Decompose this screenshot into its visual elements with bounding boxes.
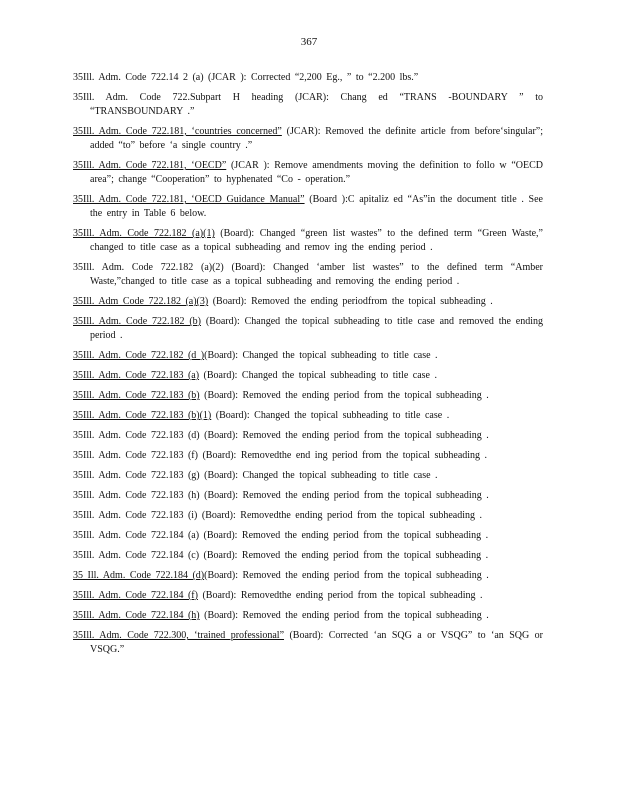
- amendment-entry: [73, 125, 543, 153]
- entry-description: (Board): Removed the ending period from the topical subheading .: [199, 610, 489, 621]
- entry-citation: 35Ill. Adm. Code 722.183 (a): [73, 370, 200, 381]
- entry-citation: 35Ill. Adm. Code 722.183 (g): [73, 470, 200, 481]
- entry-description: (Board): Removed the ending period from the topical subheading .: [199, 550, 489, 561]
- entry-citation: 35Ill. Adm. Code 722.183 (b): [73, 390, 200, 401]
- entry-description: (Board): Changed the topical subheading to title case and removed the ending period .: [90, 316, 544, 341]
- amendment-entry: [73, 389, 543, 403]
- entry-citation: 35Ill. Adm. Code 722.184 (a): [73, 530, 200, 541]
- entry-description: (Board): Corrected ‘an SQG a or VSQG” to ‘an SQG or VSQG.”: [90, 630, 543, 655]
- entry-citation: 35Ill. Adm. Code 722.184 (h): [73, 610, 200, 621]
- entry-description: (Board): Changed the topical subheading to title case .: [199, 470, 438, 481]
- entry-description: (Board): Removed the ending period from the topical subheading .: [199, 430, 489, 441]
- entry-description: (Board): Removed the ending period from the topical subheading .: [204, 570, 489, 581]
- amendment-entry: [73, 315, 543, 343]
- amendment-entry: [73, 295, 543, 309]
- entry-description: (Board): Changed the topical subheading to title case .: [199, 370, 437, 381]
- entry-citation: 35Ill. Adm. Code 722.183 (d): [73, 430, 200, 441]
- page-number: 367: [300, 36, 318, 48]
- amendment-entry: [73, 349, 543, 363]
- amendment-entry: [73, 369, 543, 383]
- amendment-entry: [73, 227, 543, 255]
- entry-description: Corrected “2,200 Eg., ” to “2.200 lbs.”: [246, 72, 419, 83]
- entry-citation: 35Ill. Adm. Code 722.182 (d ): [73, 350, 205, 361]
- entry-citation: 35Ill. Adm. Code 722.182 (b): [73, 316, 202, 327]
- amendment-entry: [73, 91, 543, 119]
- entry-citation: 35Ill. Adm. Code 722.183 (h): [73, 490, 200, 501]
- amendment-list: [73, 71, 543, 663]
- entry-description: (JCAR): Removed the definite article from before‘singular”; added “to” before ‘a single country .”: [90, 126, 544, 151]
- amendment-entry: [73, 589, 543, 603]
- entry-citation: 35Ill. Adm. Code 722.183 (i): [73, 510, 198, 521]
- entry-citation: 35Ill. Adm. Code 722.300, ‘trained professional”: [73, 630, 285, 641]
- amendment-entry: [73, 529, 543, 543]
- entry-description: (Board): Changed the topical subheading to title case .: [211, 410, 450, 421]
- entry-description: (Board): Removedthe end ing period from the topical subheading .: [197, 450, 488, 461]
- amendment-entry: [73, 549, 543, 563]
- entry-description: (JCAR ): Remove amendments moving the definition to follo w “OECD area”; change “Cooperation” to hyphenated “Co - operation.”: [90, 160, 543, 185]
- entry-citation: 35Ill. Adm. Code 722.184 (c): [73, 550, 200, 561]
- amendment-entry: [73, 509, 543, 523]
- entry-description: (Board): Changed the topical subheading to title case .: [204, 350, 438, 361]
- amendment-entry: [73, 609, 543, 623]
- amendment-entry: [73, 429, 543, 443]
- entry-citation: 35Ill. Adm. Code 722.181, ‘OECD”: [73, 160, 227, 171]
- entry-description: (Board): Removed the ending period from the topical subheading .: [199, 490, 489, 501]
- entry-citation: 35Ill. Adm Code 722.182 (a)(3): [73, 296, 209, 307]
- amendment-entry: [73, 193, 543, 221]
- amendment-entry: [73, 409, 543, 423]
- amendment-entry: [73, 629, 543, 657]
- amendment-entry: [73, 71, 543, 85]
- entry-description: (Board): Removed the ending period from the topical subheading .: [199, 530, 489, 541]
- amendment-entry: [73, 159, 543, 187]
- entry-citation: 35Ill. Adm. Code 722.14 2 (a) (JCAR ):: [73, 72, 247, 83]
- entry-description: Chang ed “TRANS -BOUNDARY ” to “TRANSBOUNDARY .”: [90, 92, 543, 117]
- entry-citation: 35Ill. Adm. Code 722.181, ‘countries concerned”: [73, 126, 282, 137]
- entry-citation: 35Ill. Adm. Code 722.182 (a)(1): [73, 228, 215, 239]
- amendment-entry: [73, 569, 543, 583]
- entry-description: (Board): Changed ‘amber list wastes” to the defined term “Amber Waste,”changed to title case as a topical subheading and removing the ending period .: [90, 262, 543, 287]
- entry-description: (Board): Removedthe ending period from the topical subheading .: [197, 590, 483, 601]
- entry-citation: 35 Ill. Adm. Code 722.184 (d): [73, 570, 205, 581]
- amendment-entry: [73, 261, 543, 289]
- amendment-entry: [73, 469, 543, 483]
- entry-citation: 35Ill. Adm. Code 722.182 (a)(2): [73, 262, 224, 273]
- entry-citation: 35Ill. Adm. Code 722.184 (f): [73, 590, 198, 601]
- amendment-entry: [73, 489, 543, 503]
- entry-description: (Board ):C apitaliz ed “As”in the document title . See the entry in Table 6 below.: [90, 194, 543, 219]
- entry-description: (Board): Removed the ending periodfrom the topical subheading .: [208, 296, 493, 307]
- entry-description: (Board): Removedthe ending period from the topical subheading .: [197, 510, 482, 521]
- entry-description: (Board): Changed “green list wastes” to the defined term “Green Waste,” changed to title case as a topical subheading and remov ing the ending period .: [90, 228, 543, 253]
- entry-description: (Board): Removed the ending period from the topical subheading .: [199, 390, 489, 401]
- entry-citation: 35Ill. Adm. Code 722.183 (f): [73, 450, 198, 461]
- amendment-entry: [73, 449, 543, 463]
- entry-citation: 35Ill. Adm. Code 722.Subpart H heading (JCAR):: [73, 92, 329, 103]
- entry-citation: 35Ill. Adm. Code 722.183 (b)(1): [73, 410, 212, 421]
- entry-citation: 35Ill. Adm. Code 722.181, ‘OECD Guidance Manual”: [73, 194, 305, 205]
